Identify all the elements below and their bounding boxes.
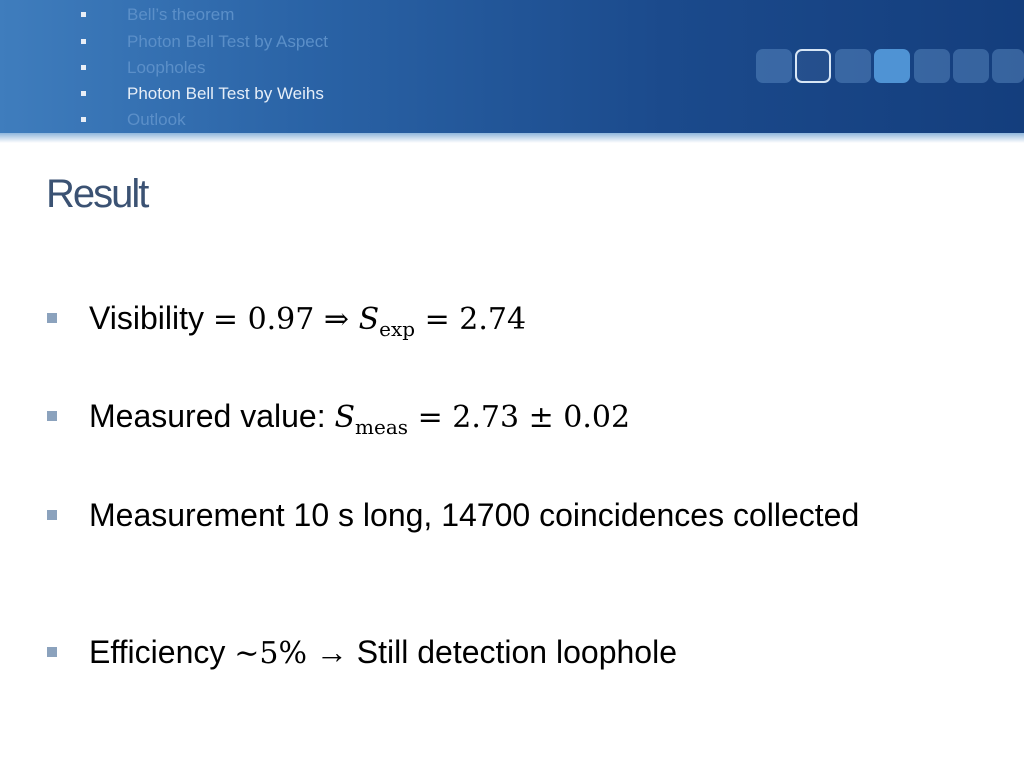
header-divider (0, 133, 1024, 143)
bullet-text: Visibility (89, 300, 204, 336)
math-expression: = 0.97 ⇒ $S_{exp} = 2.74$ (212, 302, 527, 341)
tile (992, 49, 1024, 83)
tile (795, 49, 831, 83)
square-bullet-icon (47, 647, 57, 657)
bullet-text: Measured value: (89, 398, 326, 434)
nav-item-label: Bell’s theorem (127, 5, 235, 24)
math-expression: ∼5% (234, 636, 307, 671)
nav-item-label: Photon Bell Test by Weihs (127, 84, 324, 103)
square-bullet-icon (47, 313, 57, 323)
square-bullet-icon (81, 91, 86, 96)
tile (874, 49, 910, 83)
tile (914, 49, 950, 83)
bullet-text: Measurement 10 s long, 14700 coincidences collected (89, 497, 860, 533)
tile (953, 49, 989, 83)
nav-item-label: Outlook (127, 110, 186, 129)
bullet-measurement (89, 496, 889, 534)
slide-title: Result (46, 172, 148, 216)
bullet-visibility (89, 299, 889, 339)
slide-header (0, 0, 1024, 133)
square-bullet-icon (81, 12, 86, 17)
square-bullet-icon (81, 39, 86, 44)
tile (835, 49, 871, 83)
bullet-efficiency (89, 633, 889, 673)
nav-item-label: Loopholes (127, 58, 206, 77)
bullet-tail-text: → Still detection loophole (315, 634, 677, 670)
square-bullet-icon (81, 117, 86, 122)
math-expression: $S_{meas} = 2.73 \pm 0.02$ (334, 400, 631, 439)
bullet-text: Efficiency (89, 634, 226, 670)
square-bullet-icon (47, 411, 57, 421)
tile (756, 49, 792, 83)
square-bullet-icon (47, 510, 57, 520)
nav-item-label: Photon Bell Test by Aspect (127, 32, 328, 51)
square-bullet-icon (81, 65, 86, 70)
bullet-measured-value (89, 397, 889, 437)
